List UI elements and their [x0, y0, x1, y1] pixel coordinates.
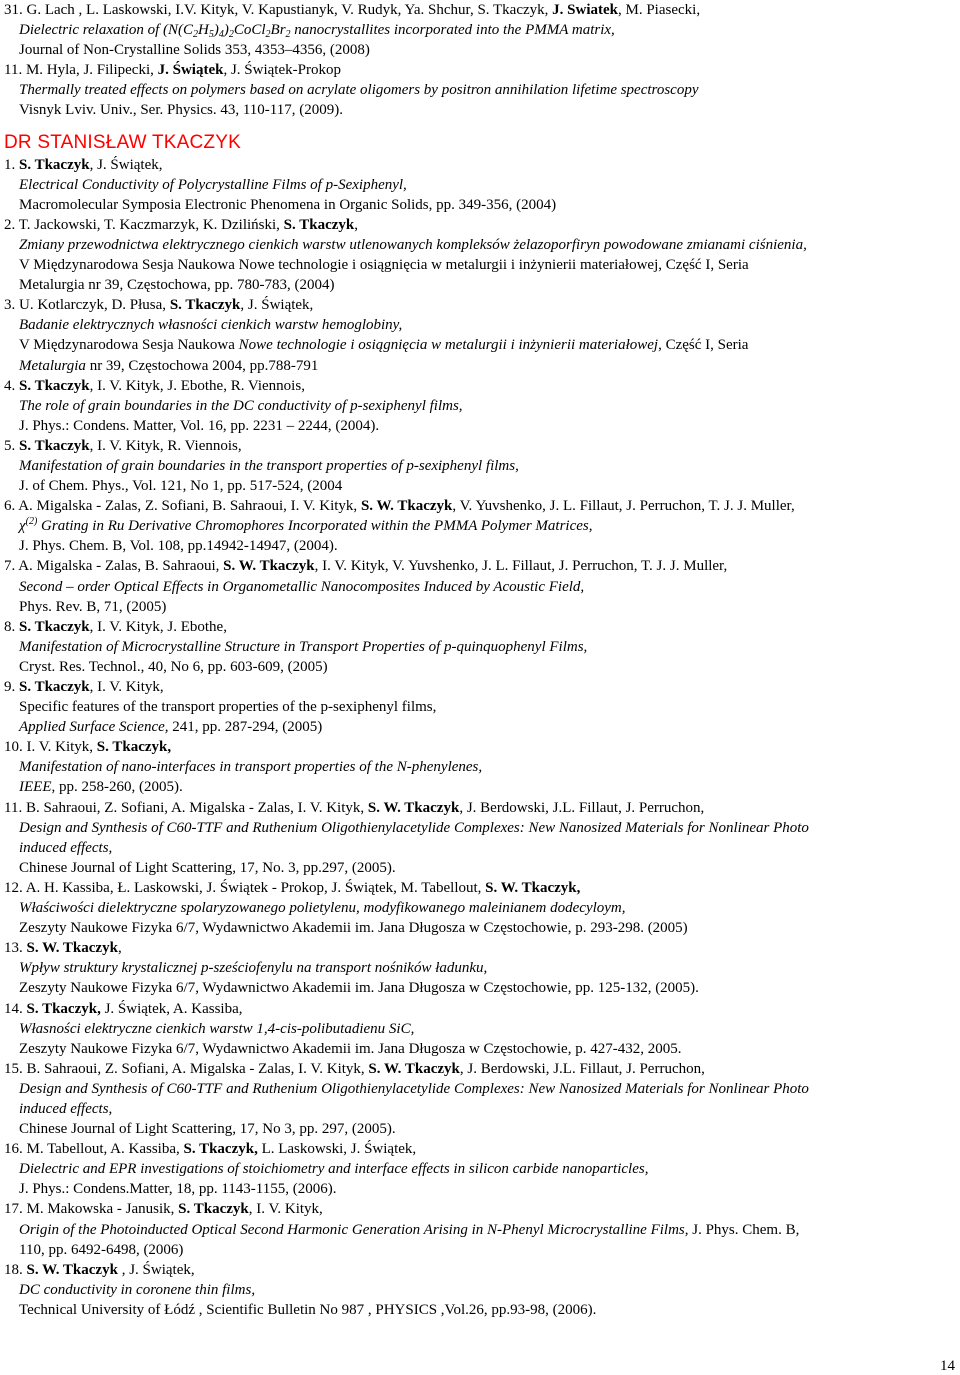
highlighted-author: S. Tkaczyk	[19, 618, 90, 635]
entry-authors-line	[4, 1139, 956, 1159]
entry-line	[4, 577, 956, 597]
page-number: 14	[940, 1358, 955, 1374]
entry-number: 12.	[4, 879, 23, 896]
entry-number: 14.	[4, 1000, 23, 1017]
text-segment: , I. V. Kityk,	[248, 1201, 323, 1218]
text-segment: 110, pp. 6492-6498, (2006)	[19, 1241, 184, 1258]
text-segment: ,	[117, 940, 122, 957]
italic-text: Origin of the Photoinducted Optical Second Harmonic Generation Arising in N-Phenyl Microcrystalline Films,	[19, 1221, 689, 1238]
italic-text: (2)	[25, 516, 38, 528]
text-segment: Specific features of the transport properties of the p-sexiphenyl films,	[19, 699, 437, 716]
text-segment: T. Jackowski, T. Kaczmarzyk, K. Dziliński,	[18, 216, 284, 233]
publication-entry	[4, 617, 956, 677]
entry-authors-line	[4, 938, 956, 958]
text-segment: J. Świątek, A. Kassiba,	[100, 1000, 243, 1017]
highlighted-author: S. W. Tkaczyk	[26, 940, 118, 957]
italic-text: χ	[19, 518, 26, 535]
highlighted-author: S. Tkaczyk	[169, 297, 241, 314]
text-segment: B. Sahraoui, Z. Sofiani, A. Migalska - Zalas, I. V. Kityk,	[26, 1060, 369, 1077]
entry-authors-line	[4, 798, 956, 818]
publication-entry	[4, 496, 956, 556]
publication-entry	[4, 878, 956, 938]
tkaczyk-publications	[4, 155, 956, 1320]
italic-text: H	[198, 22, 209, 39]
publication-entry	[4, 295, 956, 375]
text-segment: , I. V. Kityk, V. Yuvshenko, J. L. Fillaut, J. Perruchon, T. J. J. Muller,	[314, 558, 728, 575]
italic-text: Metalurgia	[19, 357, 86, 374]
italic-text: Electrical Conductivity of Polycrystalline Films of p-Sexiphenyl,	[19, 176, 407, 193]
text-segment: J. Phys.: Condens.Matter, 18, pp. 1143-1155, (2006).	[19, 1181, 337, 1198]
entry-line	[4, 195, 956, 215]
entry-authors-line	[4, 1260, 956, 1280]
entry-line	[4, 20, 956, 40]
highlighted-author: S. W. Tkaczyk	[368, 1060, 460, 1077]
entry-line	[4, 757, 956, 777]
text-segment: Chinese Journal of Light Scattering, 17, No 3, pp. 297, (2005).	[19, 1121, 396, 1138]
italic-text: Dielectric and EPR investigations of stoichiometry and interface effects in silicon carbide nanoparticles,	[19, 1161, 649, 1178]
entry-line	[4, 1300, 956, 1320]
entry-authors-line	[4, 677, 956, 697]
entry-line	[4, 818, 956, 838]
entry-line	[4, 100, 956, 120]
italic-text: Design and Synthesis of C60-TTF and Ruthenium Oligothienylacetylide Complexes: New Nanosized Materials for Nonlinear Photo	[19, 819, 809, 836]
entry-line	[4, 918, 956, 938]
entry-line	[4, 315, 956, 335]
continued-entries	[4, 0, 956, 121]
italic-text: 2	[193, 29, 198, 41]
entry-number: 15.	[4, 1060, 23, 1077]
text-segment: , J. Świątek-Prokop	[223, 62, 341, 79]
italic-text: 2	[285, 29, 291, 41]
italic-text: Manifestation of Microcrystalline Structure in Transport Properties of p-quinquophenyl Films,	[19, 638, 588, 655]
text-segment: , V. Yuvshenko, J. L. Fillaut, J. Perruchon, T. J. J. Muller,	[452, 498, 795, 515]
entry-authors-line	[4, 556, 956, 576]
text-segment: J. of Chem. Phys., Vol. 121, No 1, pp. 517-524, (2004	[19, 478, 343, 495]
entry-number: 6.	[4, 498, 16, 515]
entry-line	[4, 1079, 956, 1099]
italic-text: induced effects,	[19, 839, 113, 856]
text-segment: Zeszyty Naukowe Fizyka 6/7, Wydawnictwo Akademii im. Jana Długosza w Częstochowie, pp. 125-132, (2005).	[19, 980, 699, 997]
text-segment: , J. Berdowski, J.L. Fillaut, J. Perruchon,	[459, 1060, 705, 1077]
italic-text: induced effects,	[19, 1100, 113, 1117]
text-segment: Zeszyty Naukowe Fizyka 6/7, Wydawnictwo Akademii im. Jana Długosza w Częstochowie, p. 427-432, 2005.	[19, 1040, 682, 1057]
highlighted-author: J. Świątek	[157, 62, 224, 79]
entry-authors-line	[4, 1199, 956, 1219]
entry-line	[4, 978, 956, 998]
entry-number: 7.	[4, 558, 16, 575]
text-segment: , I. V. Kityk, J. Ebothe, R. Viennois,	[89, 377, 305, 394]
entry-line	[4, 597, 956, 617]
italic-text: CoCl	[233, 22, 266, 39]
entry-line	[4, 697, 956, 717]
text-segment: Journal of Non-Crystalline Solids 353, 4353–4356, (2008)	[19, 42, 370, 59]
entry-authors-line	[4, 496, 956, 516]
entry-number: 17.	[4, 1201, 23, 1218]
entry-number: 31.	[4, 2, 23, 18]
publication-entry	[4, 677, 956, 737]
publication-entry	[4, 1199, 956, 1259]
italic-text: nanocrystallites incorporated into the PMMA matrix,	[290, 22, 615, 39]
text-segment: Chinese Journal of Light Scattering, 17, No. 3, pp.297, (2005).	[19, 859, 396, 876]
text-segment: Metalurgia nr 39, Częstochowa, pp. 780-783, (2004)	[19, 277, 335, 294]
entry-authors-line	[4, 376, 956, 396]
entry-line	[4, 657, 956, 677]
entry-number: 8.	[4, 618, 16, 635]
entry-authors-line	[4, 617, 956, 637]
publication-entry	[4, 1059, 956, 1139]
text-segment: , J. Świątek,	[89, 156, 163, 173]
text-segment: M. Tabellout, A. Kassiba,	[26, 1141, 184, 1158]
entry-number: 16.	[4, 1141, 23, 1158]
entry-number: 5.	[4, 437, 16, 454]
entry-line	[4, 958, 956, 978]
entry-line	[4, 1039, 956, 1059]
text-segment: J. Phys. Chem. B, Vol. 108, pp.14942-14947, (2004).	[19, 538, 338, 555]
text-segment: ,	[354, 216, 358, 233]
text-segment: A. Migalska - Zalas, Z. Sofiani, B. Sahraoui, I. V. Kityk,	[18, 498, 361, 515]
highlighted-author: J. Swiatek	[552, 2, 618, 18]
italic-text: )	[213, 22, 219, 39]
highlighted-author: S. W. Tkaczyk	[223, 558, 315, 575]
highlighted-author: S. Tkaczyk	[283, 216, 355, 233]
publication-entry	[4, 1139, 956, 1199]
italic-text: Manifestation of nano-interfaces in transport properties of the N-phenylenes,	[19, 759, 483, 776]
italic-text: Nowe technologie i osiągnięcia w metalurgii i inżynierii materiałowej	[238, 337, 659, 354]
entry-line	[4, 838, 956, 858]
entry-number: 13.	[4, 940, 23, 957]
publication-entry	[4, 215, 956, 295]
entry-authors-line	[4, 436, 956, 456]
entry-line	[4, 1280, 956, 1300]
entry-line	[4, 637, 956, 657]
entry-line	[4, 1119, 956, 1139]
entry-line	[4, 1179, 956, 1199]
entry-number: 4.	[4, 377, 16, 394]
text-segment: , I. V. Kityk,	[89, 679, 164, 695]
entry-authors-line	[4, 0, 956, 20]
italic-text: Second – order Optical Effects in Organometallic Nanocomposites Induced by Acoustic Field,	[19, 578, 585, 595]
italic-text: Design and Synthesis of C60-TTF and Ruthenium Oligothienylacetylide Complexes: New Nanosized Materials for Nonlinear Photo	[19, 1080, 809, 1097]
text-segment: Visnyk Lviv. Univ., Ser. Physics. 43, 110-117, (2009).	[19, 102, 343, 119]
publication-entry	[4, 376, 956, 436]
section-heading: DR STANISŁAW TKACZYK	[4, 131, 241, 153]
text-segment: 241, pp. 287-294, (2005)	[168, 719, 323, 736]
entry-line	[4, 80, 956, 100]
italic-text: IEEE	[19, 779, 52, 796]
text-segment: V Międzynarodowa Sesja Naukowa	[19, 337, 239, 354]
text-segment: V Międzynarodowa Sesja Naukowa Nowe technologie i osiągnięcia w metalurgii i inżynierii materiałowej, Część I, Seria	[19, 257, 749, 274]
italic-text: Manifestation of grain boundaries in the transport properties of p-sexiphenyl films,	[19, 457, 519, 474]
publication-entry	[4, 556, 956, 616]
entry-number: 11.	[4, 62, 23, 79]
text-segment: Macromolecular Symposia Electronic Phenomena in Organic Solids, pp. 349-356, (2004)	[19, 196, 557, 213]
entry-authors-line	[4, 60, 956, 80]
text-segment: , J. Świątek,	[117, 1261, 195, 1278]
entry-number: 10.	[4, 739, 23, 756]
italic-text: 5	[208, 29, 214, 41]
text-segment: U. Kotlarczyk, D. Płusa,	[19, 297, 170, 314]
entry-line	[4, 1159, 956, 1179]
italic-text: )	[223, 22, 229, 39]
entry-line	[4, 858, 956, 878]
text-segment: Technical University of Łódź , Scientific Bulletin No 987 , PHYSICS ,Vol.26, pp.93-98, (2006).	[19, 1301, 597, 1318]
entry-line	[4, 335, 956, 355]
italic-text: The role of grain boundaries in the DC conductivity of p-sexiphenyl films,	[19, 397, 463, 414]
entry-line	[4, 456, 956, 476]
text-segment: M. Makowska - Janusik,	[26, 1201, 179, 1218]
highlighted-author: S. Tkaczyk	[19, 377, 90, 394]
text-segment: nr 39, Częstochowa 2004, pp.788-791	[85, 357, 319, 374]
text-segment: , M. Piasecki,	[618, 2, 701, 18]
entry-authors-line	[4, 155, 956, 175]
highlighted-author: S. W. Tkaczyk,	[485, 879, 581, 896]
publication-entry	[4, 0, 956, 60]
text-segment: A. Migalska - Zalas, B. Sahraoui,	[18, 558, 224, 575]
entry-authors-line	[4, 295, 956, 315]
italic-text: Badanie elektrycznych własności cienkich warstw hemoglobiny,	[19, 317, 403, 334]
publication-entry	[4, 938, 956, 998]
entry-line	[4, 777, 956, 797]
publication-entry	[4, 436, 956, 496]
italic-text: Thermally treated effects on polymers based on acrylate oligomers by positron annihilation lifetime spectroscopy	[19, 82, 699, 99]
italic-text: Własności elektryczne cienkich warstw 1,4-cis-polibutadienu SiC,	[19, 1020, 415, 1037]
entry-authors-line	[4, 1059, 956, 1079]
text-segment: , I. V. Kityk, J. Ebothe,	[89, 618, 227, 635]
italic-text: 2	[265, 29, 271, 41]
entry-line	[4, 1099, 956, 1119]
highlighted-author: S. Tkaczyk,	[96, 739, 172, 756]
text-segment: J. Phys.: Condens. Matter, Vol. 16, pp. 2231 – 2244, (2004).	[19, 417, 380, 434]
entry-line	[4, 1220, 956, 1240]
publication-entry	[4, 155, 956, 215]
text-segment: , J. Świątek,	[240, 297, 314, 314]
entry-line	[4, 396, 956, 416]
highlighted-author: S. Tkaczyk	[19, 679, 90, 695]
entry-line	[4, 175, 956, 195]
highlighted-author: S. W. Tkaczyk	[367, 799, 460, 816]
italic-text: 2	[228, 29, 234, 41]
italic-text: 4	[218, 29, 224, 41]
publication-entry	[4, 999, 956, 1059]
entry-number: 18.	[4, 1261, 23, 1278]
text-segment: Phys. Rev. B, 71, (2005)	[19, 598, 167, 615]
entry-authors-line	[4, 878, 956, 898]
text-segment: Zeszyty Naukowe Fizyka 6/7, Wydawnictwo Akademii im. Jana Długosza w Częstochowie, p. 293-298. (2005)	[19, 920, 688, 937]
entry-line	[4, 1240, 956, 1260]
text-segment: , J. Berdowski, J.L. Fillaut, J. Perruchon,	[459, 799, 705, 816]
entry-line	[4, 40, 956, 60]
text-segment: Cryst. Res. Technol., 40, No 6, pp. 603-609, (2005)	[19, 658, 328, 675]
highlighted-author: S. Tkaczyk,	[183, 1141, 258, 1158]
entry-number: 3.	[4, 297, 16, 314]
italic-text: Grating in Ru Derivative Chromophores Incorporated within the PMMA Polymer Matrices,	[37, 518, 593, 535]
entry-line	[4, 356, 956, 376]
entry-line	[4, 416, 956, 436]
entry-number: 9.	[4, 679, 16, 695]
text-segment: B. Sahraoui, Z. Sofiani, A. Migalska - Zalas, I. V. Kityk,	[25, 799, 368, 816]
highlighted-author: S. Tkaczyk	[19, 437, 90, 454]
italic-text: Zmiany przewodnictwa elektrycznego cienkich warstw utlenowanych kompleksów żelazoporfiryn powodowane zmianami ciśnienia,	[19, 236, 807, 253]
italic-text: Wpływ struktury krystalicznej p-sześciofenylu na transport nośników ładunku,	[19, 960, 488, 977]
entry-line	[4, 516, 956, 536]
publication-list	[4, 0, 956, 1320]
text-segment: A. H. Kassiba, Ł. Laskowski, J. Świątek - Prokop, J. Świątek, M. Tabellout,	[25, 879, 486, 896]
publication-entry	[4, 798, 956, 878]
text-segment: , pp. 258-260, (2005).	[51, 779, 183, 796]
entry-line	[4, 717, 956, 737]
highlighted-author: S. Tkaczyk,	[26, 1000, 101, 1017]
entry-authors-line	[4, 999, 956, 1019]
italic-text: Br	[270, 22, 286, 39]
highlighted-author: S. Tkaczyk	[178, 1201, 249, 1218]
italic-text: DC conductivity in coronene thin films,	[19, 1281, 256, 1298]
entry-line	[4, 235, 956, 255]
italic-text: Właściwości dielektryczne spolaryzowanego polietylenu, modyfikowanego maleinianem dodecyloym,	[19, 900, 626, 917]
entry-line	[4, 898, 956, 918]
text-segment: J. Phys. Chem. B,	[688, 1221, 800, 1238]
text-segment: , Część I, Seria	[658, 337, 749, 354]
entry-number: 11.	[4, 799, 23, 816]
entry-authors-line	[4, 737, 956, 757]
text-segment: , I. V. Kityk, R. Viennois,	[89, 437, 242, 454]
text-segment: I. V. Kityk,	[26, 739, 97, 756]
entry-line	[4, 476, 956, 496]
entry-number: 1.	[4, 156, 16, 173]
entry-line	[4, 255, 956, 275]
entry-number: 2.	[4, 216, 16, 233]
entry-line	[4, 275, 956, 295]
highlighted-author: S. W. Tkaczyk	[360, 498, 453, 515]
text-segment: L. Laskowski, J. Świątek,	[257, 1141, 417, 1158]
entry-line	[4, 1019, 956, 1039]
text-segment: G. Lach , L. Laskowski, I.V. Kityk, V. Kapustianyk, V. Rudyk, Ya. Shchur, S. Tkaczyk,	[26, 2, 553, 18]
highlighted-author: S. Tkaczyk	[19, 156, 90, 173]
publication-entry	[4, 60, 956, 120]
italic-text: Applied Surface Science,	[19, 719, 169, 736]
publication-entry	[4, 1260, 956, 1320]
italic-text: Dielectric relaxation of (N(C	[19, 22, 193, 39]
entry-line	[4, 536, 956, 556]
publication-entry	[4, 737, 956, 797]
highlighted-author: S. W. Tkaczyk	[26, 1261, 118, 1278]
entry-authors-line	[4, 215, 956, 235]
text-segment: M. Hyla, J. Filipecki,	[25, 62, 158, 79]
